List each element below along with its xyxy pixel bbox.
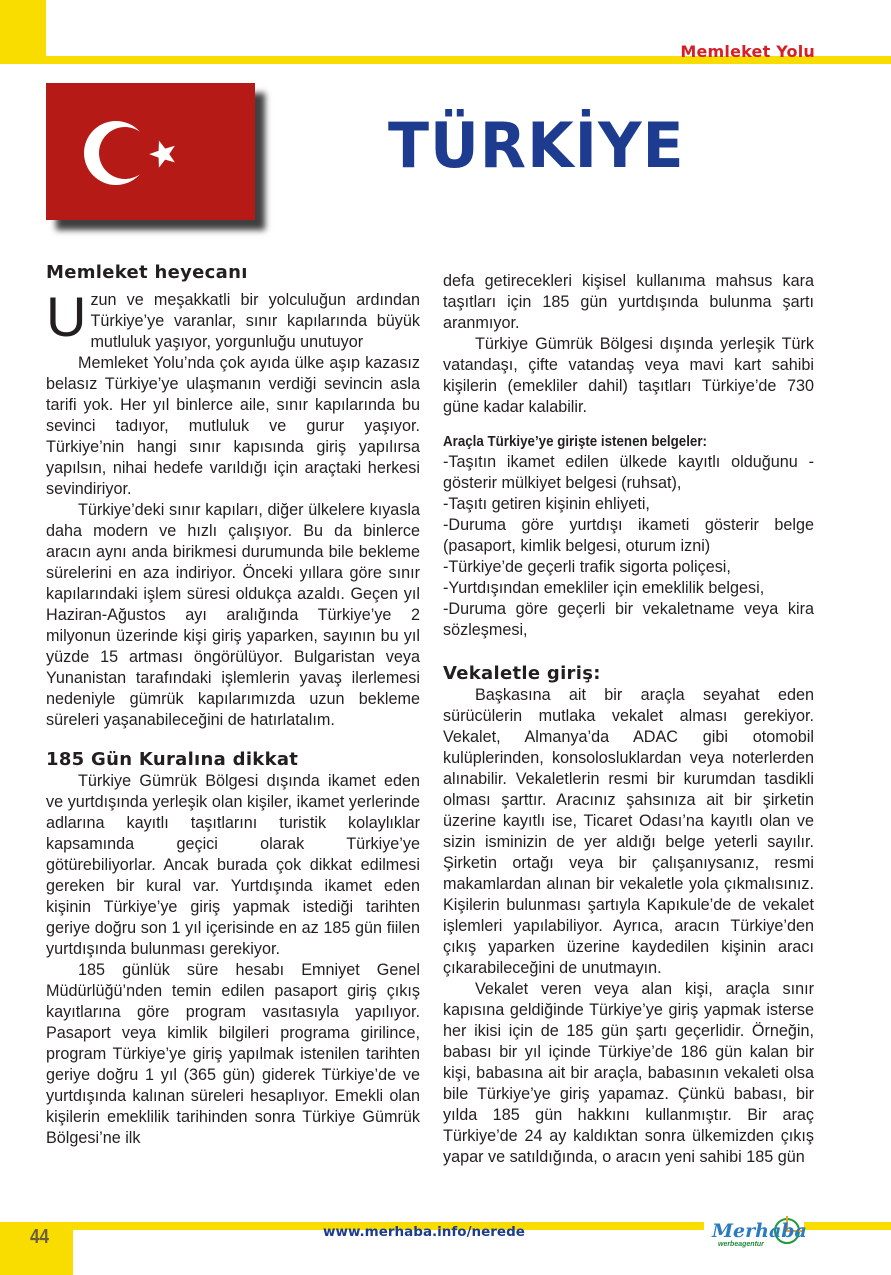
section-label: Memleket Yolu [680,42,815,61]
document-item: -Taşıtın ikamet edilen ülkede kayıtlı olduğunu -gösterir mülkiyet belgesi (ruhsat), [443,453,814,492]
merhaba-logo [704,1216,807,1256]
document-item: -Duruma göre yurtdışı ikameti gösterir belge (pasaport, kimlik belgesi, oturum izni) [443,516,814,555]
heading-185-gun-kurali: 185 Gün Kuralına dikkat [46,749,299,770]
paragraph: Türkiye’deki sınır kapıları, diğer ülkelere kıyasla daha modern ve hızlı çalışıyor. Bu da binlerce aracın aynı anda birikmesi durumunda bile bekleme sürelerini en aza indiriyor. Önceki yıllara göre sınır kapılarındaki işlem süresi oldukça azaldı. Geçen yıl Haziran-Ağustos ayı aralığında Türkiye’ye 2 milyonun üzerinde kişi giriş yaparken, sayının bu yıl yüzde 15 artması öngörülüyor. Bulgaristan veya Yunanistan tarafındaki işlemlerin yavaş ilerlemesi nedeniyle gümrük kapılarımızda uzun bekleme süreleri yaşanabileceğini de hatırlatalım. [46,501,420,729]
document-item: -Yurtdışından emekliler için emeklilik belgesi, [443,579,765,597]
turkish-flag-icon [46,83,255,220]
drop-cap: U [46,285,87,348]
crescent-inner [99,127,151,179]
star-icon [146,136,180,169]
left-column [46,262,420,1149]
spacer [443,641,814,663]
right-column [443,271,814,1168]
page-number: 44 [30,1226,49,1248]
document-item: -Duruma göre geçerli bir vekaletname veya kira sözleşmesi, [443,600,814,639]
intro-text: zun ve meşakkatli bir yolculuğun ardından Türkiye’ye varanlar, sınır kapılarında büyük mutluluk yaşıyor, yorgunluğu unutuyor [90,291,420,351]
paragraph: Başkasına ait bir araçla seyahat eden sürücülerin mutlaka vekalet alması gerekiyor. Vekalet, Almanya’da ADAC gibi otomobil kulüplerinden, konsolosluklardan veya noterlerden alınabilir. Vekaletlerin resmi bir kurumdan tasdikli olması şarttır. Aracınız şahsınıza ait bir şirketin üzerine kayıtlı ise, Ticaret Odası’na kayıtlı olan ve sizin isminizin de yer aldığı belge yeterli sayılır. Şirketin ortağı veya bir çalışanıysanız, resmi makamlardan alınan bir vekaletle yola çıkmalısınız. Kişilerin bulunması şartıyla Kapıkule’de de vekalet işlemleri yapılabiliyor. Ayrıca, aracın Türkiye’den çıkış yaparken üzerine kaydedilen kişinin aracı çıkarabileceğini de unutmayın. [443,686,814,977]
footer-url-link[interactable]: www.merhaba.info/nerede [323,1224,525,1240]
paragraph: Türkiye Gümrük Bölgesi dışında yerleşik Türk vatandaşı, çifte vatandaş veya mavi kart sahibi kişilerin (emekliler dahil) taşıtları Türkiye’de 730 güne kadar kalabilir. [443,335,814,416]
paragraph: Türkiye Gümrük Bölgesi dışında ikamet eden ve yurtdışında yerleşik olan kişiler, ikamet yerlerinde adlarına kayıtlı taşıtlarını turistik kolaylıklar kapsamında geçici olarak Türkiye’ye götürebiliyorlar. Ancak burada çok dikkat edilmesi gereken bir kural var. Yurtdışında ikamet eden kişinin Türkiye’ye giriş yapmak istediği tarihten geriye doğru son 1 yıl içerisinde en az 185 gün fiilen yurtdışında bulunması gerekiyor. [46,772,420,958]
paragraph: Memleket Yolu’nda çok ayıda ülke aşıp kazasız belasız Türkiye’ye ulaşmanın verdiği sevincin asla tarifi yok. Her yıl binlerce aile, sınır kapılarında bu sevinci tadıyor, mutluluk ve gurur yaşıyor. Türkiye’nin hangi sınır kapısında giriş yapılırsa yapılsın, nihai hedefe varıldığı için araçtaki herkesi sevindiriyor. [46,354,420,498]
paragraph: Vekalet veren veya alan kişi, araçla sınır kapısına geldiğinde Türkiye’ye giriş yapmak isterse her ikisi için de 185 gün şartı geçerlidir. Örneğin, babası bir yıl içinde Türkiye’de 186 gün kalan bir kişi, babasına ait bir araçla, babasının vekaleti olsa bile Türkiye’ye giriş yapamaz. Çünkü babası, bir yılda 185 gün hakkını kullanmıştır. Bir araç Türkiye’de 24 ay kaldıktan sonra ülkemizden çıkış yapar ve satıldığında, o aracın yeni sahibi 185 gün [443,980,814,1166]
intro-paragraph [46,285,420,353]
page-title: TÜRKİYE [388,109,685,182]
paragraph: defa getirecekleri kişisel kullanıma mahsus kara taşıtları için 185 gün yurtdışında bulunma şartı aranmıyor. [443,272,814,332]
header-yellow-block [0,0,46,64]
spacer [443,418,814,432]
document-item: -Türkiye’de geçerli trafik sigorta poliçesi, [443,558,731,576]
logo-text: Merhaba [712,1220,807,1242]
logo-subtext: werbeagentur [718,1241,764,1248]
heading-vekaletle-giris: Vekaletle giriş: [443,663,601,684]
heading-memleket-heyecani: Memleket heyecanı [46,262,248,283]
paragraph: 185 günlük süre hesabı Emniyet Genel Müdürlüğü’nden temin edilen pasaport giriş çıkış kayıtlarına göre program vasıtasıyla yapılıyor. Pasaport veya kimlik bilgileri programa girilince, program Türkiye’ye giriş yapılmak istenilen tarihten geriye doğru 1 yıl (365 gün) giderek Türkiye’de ve yurtdışında kalınan süreleri hesaplıyor. Emekli olan kişilerin emeklilik tarihinden sonra Türkiye Gümrük Bölgesi’ne ilk [46,961,420,1147]
spacer [46,731,420,749]
document-item: -Taşıtı getiren kişinin ehliyeti, [443,495,650,513]
documents-heading: Araçla Türkiye’ye girişte istenen belgeler: [443,434,707,450]
